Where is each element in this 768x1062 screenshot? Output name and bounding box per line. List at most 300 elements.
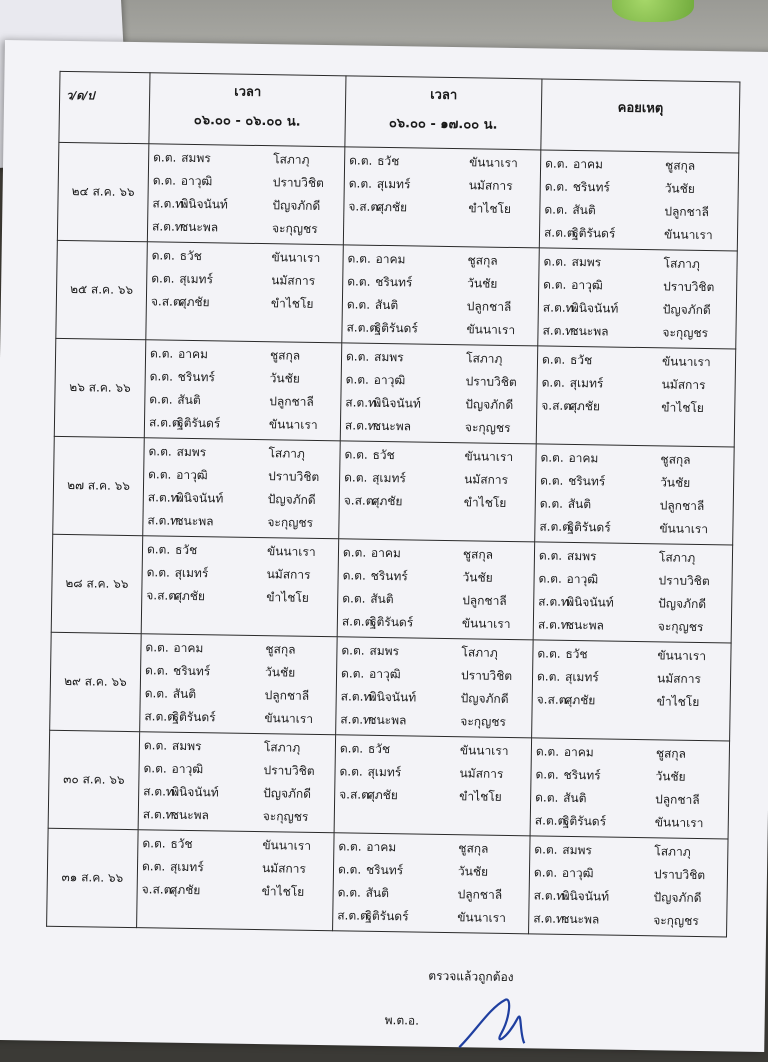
officer-entry — [139, 803, 334, 829]
officer-entry — [345, 149, 540, 175]
officer-first: ธวัช — [372, 447, 395, 463]
officer-last: ขำไชโย — [266, 590, 309, 605]
officer-entry — [142, 561, 337, 587]
shift-cell-c1 — [147, 144, 345, 245]
officer-last: ปราบวิชิต — [272, 175, 324, 191]
officer-first: ฐิติรันดร์ — [571, 225, 616, 241]
shift-cell-c3 — [532, 640, 732, 741]
officer-last: ชูสกุล — [265, 642, 296, 657]
officer-rank: ด.ต. — [540, 450, 564, 465]
officer-entry — [539, 250, 736, 276]
officer-rank: ด.ต. — [337, 885, 361, 900]
table-row — [54, 338, 735, 447]
officer-last: ปลูกชาลี — [655, 792, 700, 808]
officer-entry — [541, 152, 738, 178]
officer-rank: ด.ต. — [535, 790, 559, 805]
officer-list — [537, 346, 735, 420]
officer-first: อาคม — [370, 545, 401, 561]
header-shift-2-time: ๐๖.๐๐ - ๑๗.๐๐ น. — [388, 116, 498, 133]
officer-entry — [340, 489, 535, 515]
officer-rank: ส.ต.ท. — [147, 513, 183, 528]
officer-rank: ด.ต. — [151, 248, 175, 263]
officer-rank: ด.ต. — [342, 591, 366, 606]
officer-rank: ด.ต. — [338, 839, 362, 854]
officer-entry — [144, 440, 339, 466]
officer-list — [137, 830, 333, 904]
officer-entry — [531, 809, 728, 835]
schedule-document — [0, 40, 768, 1052]
officer-last: จะกุญชร — [653, 913, 699, 929]
officer-first: ชรินทร์ — [370, 568, 408, 584]
shift-cell-c2 — [333, 833, 531, 934]
officer-last: ขันนาเรา — [266, 544, 316, 559]
officer-first: อาคม — [568, 450, 599, 466]
officer-last: ปัญจภักดี — [658, 596, 707, 612]
officer-entry — [141, 636, 336, 662]
date-cell: ๓๐ ส.ค. ๖๖ — [48, 730, 140, 829]
officer-rank: ด.ต. — [146, 565, 170, 580]
officer-rank: ด.ต. — [535, 767, 559, 782]
officer-last: ปลูกชาลี — [269, 394, 314, 409]
officer-entry — [339, 541, 534, 567]
officer-last: โสภาภุ — [268, 446, 305, 461]
officer-rank: ด.ต. — [536, 669, 561, 684]
officer-last: วันชัย — [264, 665, 296, 680]
officer-rank: ส.ต.ท. — [538, 594, 573, 609]
officer-first: สันติ — [370, 591, 394, 607]
officer-last: ขันนาเรา — [271, 250, 321, 265]
officer-last: จะกุญชร — [460, 714, 507, 729]
officer-last: ขันนาเรา — [466, 322, 516, 338]
officer-last: โสภาภุ — [461, 645, 498, 660]
officer-first: สมพร — [369, 643, 400, 659]
officer-entry — [335, 760, 530, 786]
officer-first: พินิจนันท์ — [175, 490, 224, 506]
officer-rank: จ.ส.ต. — [150, 294, 185, 309]
shift-cell-c2 — [334, 735, 532, 836]
officer-rank: ด.ต. — [545, 156, 569, 171]
officer-rank: ด.ต. — [345, 372, 370, 387]
officer-first: อาวุฒิ — [176, 467, 208, 483]
officer-entry — [533, 665, 730, 691]
officer-last: ขันนาเรา — [663, 227, 713, 243]
officer-rank: ด.ต. — [148, 444, 172, 459]
officer-list — [333, 833, 529, 930]
officer-entry — [147, 290, 342, 316]
officer-entry — [149, 169, 344, 195]
officer-first: สันติ — [365, 885, 390, 901]
officer-first: พินิจนันท์ — [566, 594, 614, 610]
officer-first: ชรินทร์ — [365, 862, 404, 878]
officer-first: สันติ — [563, 790, 587, 806]
officer-first: สุเมทร์ — [174, 565, 209, 581]
shift-cell-c3 — [530, 738, 730, 839]
officer-rank: ด.ต. — [534, 842, 558, 857]
officer-entry — [333, 904, 528, 930]
officer-first: ชนะพล — [372, 418, 412, 434]
officer-last: ขำไชโย — [270, 296, 314, 311]
officer-list — [140, 634, 336, 731]
officer-first: สมพร — [171, 738, 202, 754]
officer-last: จะกุญชร — [662, 325, 709, 341]
officer-last: ขันนาเรา — [459, 743, 509, 758]
officer-first: ธวัช — [170, 836, 193, 852]
officer-entry — [337, 685, 532, 711]
officer-first: ธวัช — [174, 542, 198, 558]
officer-first: ศุภชัย — [564, 692, 596, 708]
officer-first: สุเมทร์ — [564, 669, 599, 685]
shift-cell-c1 — [141, 536, 339, 637]
officer-first: ธวัช — [367, 741, 391, 757]
officer-entry — [148, 215, 343, 241]
officer-first: ชรินทร์ — [572, 179, 611, 195]
date-cell: ๒๙ ส.ค. ๖๖ — [50, 632, 142, 731]
officer-list — [148, 144, 344, 241]
signer-rank: พ.ต.อ. — [384, 1013, 420, 1028]
table-row — [57, 142, 738, 251]
officer-rank: ด.ต. — [342, 545, 367, 560]
officer-entry — [537, 394, 734, 420]
officer-last: ปัญจภักดี — [460, 691, 509, 706]
officer-first: ศุภชัย — [371, 493, 403, 509]
date-cell: ๒๗ ส.ค. ๖๖ — [53, 436, 145, 535]
officer-first: สมพร — [571, 254, 602, 270]
officer-first: สุเมทร์ — [372, 470, 406, 486]
officer-last: ขำไชโย — [459, 789, 502, 804]
officer-last: นมัสการ — [468, 178, 513, 193]
officer-last: ขันนาเรา — [457, 910, 507, 925]
officer-last: ชูสกุล — [655, 746, 687, 761]
officer-first: ศุภชัย — [569, 398, 601, 414]
officer-rank: จ.ส.ต. — [348, 199, 383, 214]
officer-first: ชรินทร์ — [177, 369, 215, 385]
officer-entry — [138, 855, 333, 881]
officer-first: ชนะพล — [170, 807, 210, 823]
shift-cell-c1 — [143, 438, 341, 539]
officer-entry — [340, 443, 535, 469]
shift-cell-c1 — [138, 732, 336, 833]
shift-cell-c3 — [529, 836, 729, 937]
date-cell: ๒๘ ส.ค. ๖๖ — [51, 534, 143, 633]
officer-list — [335, 735, 531, 809]
officer-rank: ส.ต.ท. — [542, 300, 578, 316]
officer-entry — [338, 564, 533, 590]
officer-rank: ด.ต. — [347, 274, 371, 289]
officer-rank: ด.ต. — [342, 568, 366, 583]
officer-last: โสภาภุ — [654, 844, 691, 859]
officer-rank: จ.ส.ต. — [343, 493, 378, 508]
shift-cell-c2 — [340, 343, 538, 444]
officer-entry — [341, 414, 536, 440]
officer-entry — [536, 446, 733, 472]
officer-entry — [530, 861, 727, 887]
officer-rank: ส.ต.ต. — [534, 813, 570, 828]
officer-entry — [140, 734, 335, 760]
officer-rank: ด.ต. — [337, 862, 362, 877]
officer-last: วันชัย — [664, 181, 695, 196]
officer-rank: ส.ต.ท. — [151, 219, 187, 234]
officer-last: ปราบวิชิต — [465, 374, 517, 390]
officer-last: ขันนาเรา — [659, 521, 709, 537]
officer-entry — [145, 388, 340, 414]
officer-rank: ด.ต. — [143, 738, 168, 753]
officer-list — [338, 539, 534, 636]
officer-first: พินิจนันท์ — [373, 395, 421, 411]
officer-rank: ด.ต. — [141, 859, 166, 874]
officer-rank: ด.ต. — [349, 153, 373, 168]
officer-first: ฐิติรันดร์ — [176, 415, 221, 431]
officer-rank: ด.ต. — [149, 369, 174, 384]
officer-first: ฐิติรันดร์ — [562, 813, 607, 829]
officer-entry — [147, 267, 342, 293]
officer-last: วันชัย — [457, 864, 489, 879]
officer-rank: ด.ต. — [144, 686, 169, 701]
officer-entry — [141, 659, 336, 685]
officer-entry — [139, 780, 334, 806]
officer-list — [336, 637, 532, 734]
officer-rank: ด.ต. — [543, 277, 567, 292]
officer-last: ขันนาเรา — [657, 648, 707, 664]
signature-mark — [449, 977, 540, 1058]
officer-rank: ด.ต. — [537, 646, 561, 661]
officer-entry — [338, 587, 533, 613]
officer-first: อาวุฒิ — [571, 277, 603, 293]
officer-first: ศุภชัย — [178, 294, 210, 310]
officer-last: ปัญจภักดี — [662, 302, 711, 318]
officer-rank: ส.ต.ท. — [340, 689, 376, 704]
officer-first: พินิจนันท์ — [561, 888, 610, 904]
table-row — [51, 534, 732, 643]
officer-first: อาวุฒิ — [566, 571, 599, 587]
officer-first: อาวุฒิ — [171, 761, 204, 777]
officer-entry — [335, 783, 530, 809]
table-row — [56, 240, 737, 349]
officer-entry — [540, 221, 737, 247]
officer-first: อาคม — [375, 251, 406, 267]
officer-last: ขันนาเรา — [268, 417, 318, 432]
officer-rank: ส.ต.ท. — [344, 418, 380, 433]
officer-entry — [533, 642, 730, 668]
officer-last: ปราบวิชิต — [658, 573, 710, 589]
officer-rank: ส.ต.ต. — [148, 415, 184, 430]
table-header-row — [59, 71, 740, 153]
officer-list — [142, 536, 338, 610]
officer-last: โสภาภุ — [465, 351, 503, 366]
officer-last: ปลูกชาลี — [664, 204, 709, 220]
officer-last: จะกุญชร — [271, 221, 318, 236]
officer-first: สมพร — [566, 548, 597, 564]
officer-first: ชนะพล — [561, 911, 600, 927]
officer-first: ศุภชัย — [367, 787, 398, 803]
officer-list — [529, 836, 727, 933]
officer-entry — [539, 296, 736, 322]
officer-first: พินิจนันท์ — [368, 689, 417, 705]
officer-first: สมพร — [373, 349, 404, 365]
officer-last: จะกุญชร — [464, 420, 511, 435]
officer-rank: ด.ต. — [541, 375, 566, 390]
officer-first: ศุภชัย — [376, 199, 408, 215]
officer-rank: ด.ต. — [538, 548, 563, 563]
officer-entry — [334, 858, 529, 884]
officer-first: สุเมทร์ — [169, 859, 204, 875]
shift-cell-c2 — [337, 539, 535, 640]
officer-rank: ส.ต.ต. — [346, 320, 381, 335]
officer-last: ปลูกชาลี — [457, 887, 503, 902]
officer-list — [139, 732, 335, 829]
officer-list — [344, 147, 540, 221]
officer-rank: ด.ต. — [143, 761, 167, 776]
officer-rank: จ.ส.ต. — [146, 588, 180, 603]
header-shift-2 — [345, 76, 542, 150]
shift-cell-c1 — [140, 634, 338, 735]
officer-rank: ส.ต.ต. — [337, 908, 372, 923]
officer-last: ขำไชโย — [261, 884, 305, 899]
officer-entry — [147, 244, 342, 270]
officer-first: ชนะพล — [175, 513, 214, 529]
table-row — [48, 730, 729, 839]
officer-first: สันติ — [567, 496, 592, 512]
officer-last: ขำไชโย — [463, 495, 507, 510]
officer-first: ชนะพล — [368, 712, 407, 728]
officer-first: สันติ — [374, 297, 399, 313]
officer-entry — [529, 884, 726, 910]
officer-entry — [340, 466, 535, 492]
table-row — [53, 436, 734, 545]
officer-entry — [336, 737, 531, 763]
officer-first: อาวุฒิ — [180, 173, 213, 189]
officer-rank: ส.ต.ท. — [533, 911, 568, 926]
officer-entry — [146, 365, 341, 391]
shift-cell-c2 — [343, 147, 541, 248]
officer-first: ชนะพล — [565, 617, 605, 633]
officer-last: วันชัย — [660, 475, 691, 490]
officer-rank: ด.ต. — [347, 251, 371, 266]
officer-last: ปราบวิชิต — [653, 867, 706, 883]
officer-rank: ด.ต. — [543, 254, 567, 269]
officer-last: นมัสการ — [459, 766, 504, 781]
shift-cell-c1 — [146, 242, 344, 343]
officer-first: สันติ — [572, 202, 596, 218]
date-cell: ๒๕ ส.ค. ๖๖ — [56, 240, 148, 339]
officer-entry — [530, 838, 727, 864]
officer-first: ฐิติรันดร์ — [369, 614, 414, 630]
officer-last: ขันนาเรา — [469, 155, 518, 171]
shift-cell-c1 — [144, 340, 342, 441]
officer-last: ปราบวิชิต — [460, 668, 513, 684]
officer-last: วันชัย — [462, 570, 493, 585]
officer-rank: ด.ต. — [540, 473, 564, 488]
officer-list — [147, 242, 343, 316]
officer-entry — [137, 878, 332, 904]
officer-rank: ส.ต.ท. — [143, 784, 178, 799]
verified-text: ตรวจแล้วถูกต้อง — [428, 968, 514, 985]
officer-entry — [531, 786, 728, 812]
officer-rank: ส.ต.ท. — [542, 323, 578, 339]
shift-cell-c1 — [137, 830, 335, 931]
officer-last: ปัญจภักดี — [272, 198, 321, 213]
officer-last: ขำไชโย — [661, 400, 705, 416]
officer-rank: ส.ต.ท. — [340, 712, 375, 727]
officer-first: สุเมทร์ — [376, 176, 411, 192]
officer-rank: ส.ต.ท. — [152, 196, 188, 211]
header-standby-title: คอยเหตุ — [617, 100, 664, 117]
officer-last: ชูสกุล — [467, 253, 498, 268]
officer-rank: ส.ต.ท. — [345, 395, 380, 410]
officer-rank: ด.ต. — [145, 663, 169, 678]
shift-cell-c2 — [342, 245, 540, 346]
officer-entry — [534, 613, 731, 639]
officer-last: ชูสกุล — [458, 841, 489, 856]
officer-first: สมพร — [562, 842, 593, 858]
officer-entry — [536, 469, 733, 495]
officer-first: ฐิติรันดร์ — [374, 320, 418, 336]
officer-first: ฐิติรันดร์ — [567, 519, 611, 535]
date-cell: ๓๑ ส.ค. ๖๖ — [47, 828, 139, 927]
officer-list — [540, 150, 738, 247]
officer-first: ฐิติรันดร์ — [365, 908, 409, 924]
officer-last: ขันนาเรา — [654, 815, 704, 831]
officer-entry — [333, 881, 528, 907]
officer-rank: ด.ต. — [149, 346, 174, 361]
officer-first: สมพร — [181, 150, 211, 166]
officer-entry — [140, 705, 335, 731]
officer-entry — [532, 740, 729, 766]
officer-last: ปลูกชาลี — [264, 688, 310, 703]
officer-entry — [337, 639, 532, 665]
officer-rank: ส.ต.ต. — [543, 225, 579, 241]
officer-first: ธวัช — [569, 352, 593, 368]
officer-entry — [342, 316, 537, 342]
officer-first: พินิจนันท์ — [171, 784, 219, 800]
officer-entry — [149, 146, 344, 172]
header-standby — [541, 79, 740, 153]
officer-rank: ด.ต. — [339, 764, 363, 779]
officer-first: ชนะพล — [179, 219, 219, 235]
officer-rank: ด.ต. — [153, 150, 177, 165]
officer-first: อาคม — [366, 839, 397, 855]
officer-rank: ด.ต. — [344, 470, 368, 485]
officer-last: ขันนาเรา — [461, 616, 511, 632]
officer-first: พินิจนันท์ — [570, 300, 619, 316]
officer-last: จะกุญชร — [267, 515, 314, 530]
officer-rank: ด.ต. — [544, 179, 569, 194]
officer-entry — [337, 662, 532, 688]
officer-rank: ส.ต.ท. — [142, 807, 178, 822]
shift-cell-c3 — [538, 248, 738, 349]
officer-rank: จ.ส.ต. — [536, 692, 571, 707]
officer-rank: ด.ต. — [145, 640, 169, 655]
officer-last: ปัญจภักดี — [653, 890, 702, 906]
officer-entry — [533, 688, 730, 714]
officer-entry — [536, 492, 733, 518]
officer-entry — [531, 763, 728, 789]
officer-list — [340, 441, 536, 515]
officer-entry — [334, 835, 529, 861]
officer-first: สุเมทร์ — [367, 764, 402, 780]
officer-last: ปราบวิชิต — [268, 469, 320, 484]
officer-last: โสภาภุ — [658, 550, 696, 565]
officer-first: อาคม — [563, 744, 594, 760]
officer-first: ฐิติรันดร์ — [172, 709, 216, 725]
officer-entry — [336, 708, 531, 734]
header-date: ว/ด/ป — [59, 71, 150, 143]
officer-last: ขำไชโย — [468, 201, 512, 216]
officer-list — [531, 738, 729, 835]
officer-entry — [341, 391, 536, 417]
officer-rank: ด.ต. — [148, 467, 172, 482]
officer-entry — [535, 544, 732, 570]
officer-rank: ด.ต. — [544, 202, 568, 217]
